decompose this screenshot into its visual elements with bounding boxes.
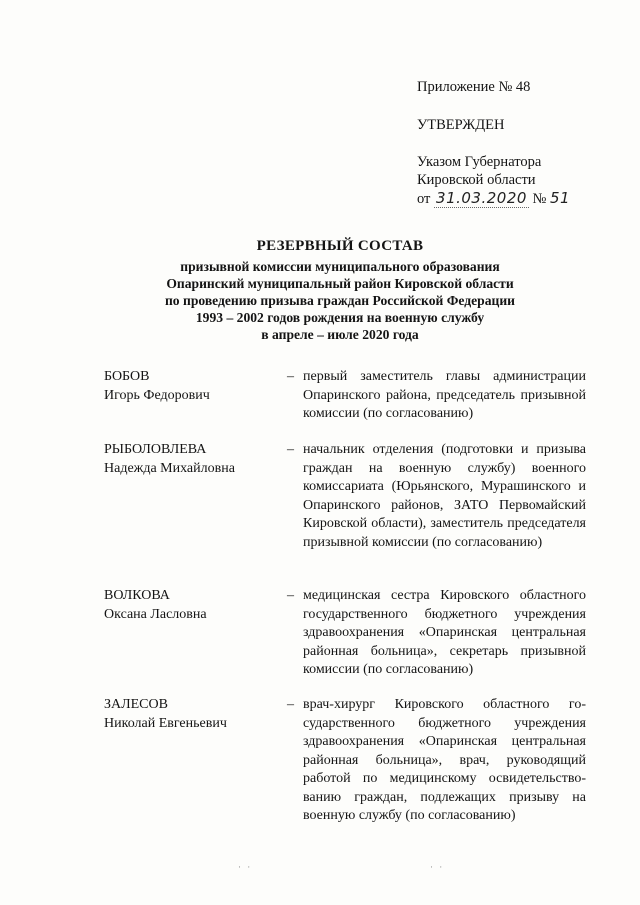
decree-date: 31.03.2020 xyxy=(436,189,527,207)
decree-date-prefix: от xyxy=(417,191,431,207)
approved-label: УТВЕРЖДЕН xyxy=(417,117,505,133)
member-dash: – xyxy=(287,369,294,384)
member-name xyxy=(104,696,274,733)
member-given-name: Игорь Федорович xyxy=(104,387,210,403)
decree-number-prefix: № xyxy=(532,191,547,207)
title-line: Опаринский муниципальный район Кировской области xyxy=(166,276,514,291)
main-title: РЕЗЕРВНЫЙ СОСТАВ xyxy=(256,238,424,254)
member-description: врач-хирург Кировского областного государственного бюджетного учреждения здравоохранения «Опаринская центральная районная больница», врач, руководящий работой по медицинскому освидетельствованию граждан, подлежащих призыву на военную службу (по согласованию) xyxy=(303,697,586,823)
member-surname: ВОЛКОВА xyxy=(104,588,170,603)
member-given-name: Оксана Ласловна xyxy=(104,606,207,622)
decree-number: 51 xyxy=(550,189,571,207)
member-dash: – xyxy=(287,442,294,457)
document-title xyxy=(70,238,610,343)
member-name xyxy=(104,368,274,405)
title-line: в апреле – июле 2020 года xyxy=(261,327,419,342)
member-given-name: Николай Евгеньевич xyxy=(104,715,227,731)
member-dash: – xyxy=(287,697,294,712)
title-line: по проведению призыва граждан Российской Федерации xyxy=(164,293,516,308)
approval-header xyxy=(417,78,627,207)
title-line: призывной комиссии муниципального образования xyxy=(180,259,500,274)
member-name xyxy=(104,441,274,478)
member-surname: ЗАЛЕСОВ xyxy=(104,697,168,712)
scan-speck: · · xyxy=(238,862,253,872)
member-dash: – xyxy=(287,588,294,603)
appendix-label: Приложение № 48 xyxy=(417,79,531,95)
member-given-name: Надежда Михайловна xyxy=(104,460,235,476)
decree-date-line xyxy=(417,189,570,208)
scan-speck: · · xyxy=(430,862,445,872)
member-surname: РЫБОЛОВЛЕВА xyxy=(104,442,207,457)
title-line: 1993 – 2002 годов рождения на военную службу xyxy=(195,310,485,325)
decree-line-1: Указом Губернатора xyxy=(417,154,542,170)
member-name xyxy=(104,587,274,624)
member-surname: БОБОВ xyxy=(104,369,150,384)
member-description: начальник отделения (подготовки и призыва граждан на военную службу) военного комиссариата (Юрьянского, Мурашинского и Опаринского районов, ЗАТО Первомайский Кировской области), заместитель председателя призывной комиссии (по согласованию) xyxy=(303,442,586,550)
decree-line-2: Кировской области xyxy=(417,172,536,188)
member-description: медицинская сестра Кировского областного государственного бюджетного учреждения здравоохранения «Опаринская центральная районная больница», секретарь призывной комиссии (по согласованию) xyxy=(303,588,586,677)
member-description: первый заместитель главы администрации Опаринского района, председатель призывной комиссии (по согласованию) xyxy=(303,369,586,421)
